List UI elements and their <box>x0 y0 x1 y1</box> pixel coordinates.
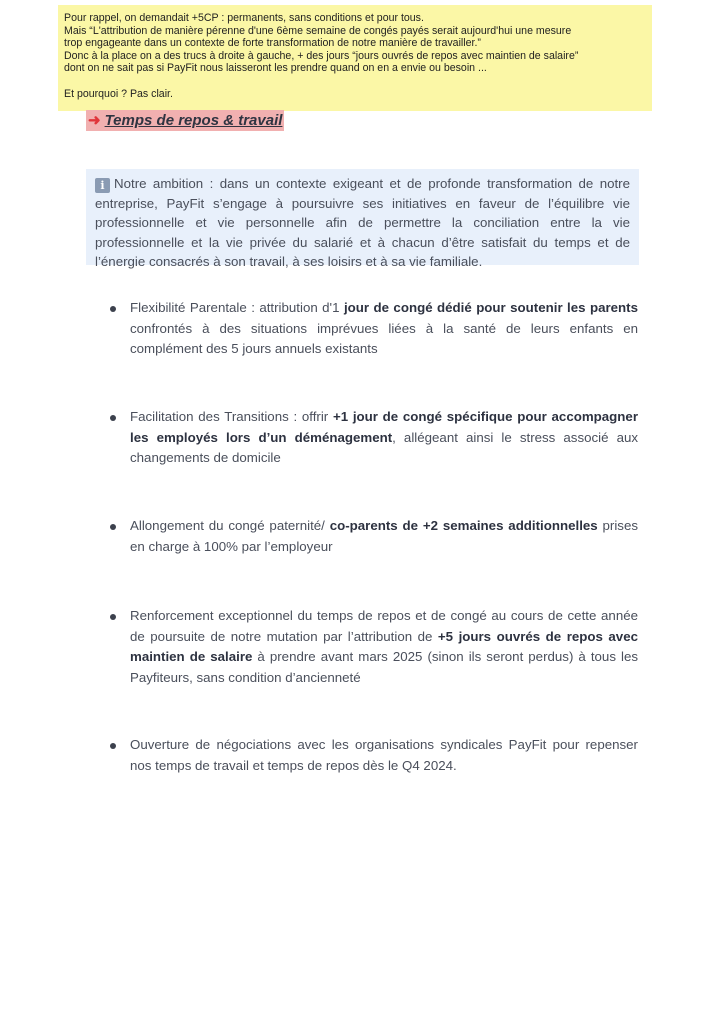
note-line: Mais “L'attribution de manière pérenne d'une 6ème semaine de congés payés serait aujourd'hui une mesure <box>64 24 572 37</box>
item-text: Allongement du congé paternité/ <box>130 518 330 533</box>
sticky-note-comment <box>58 5 652 111</box>
information-icon: i <box>95 178 110 193</box>
bullet-icon <box>110 415 116 421</box>
item-bold-text: +1 jour de congé spécifique pour accompagner les employés lors d’un déménagement <box>130 409 638 445</box>
item-bold-text: jour de congé dédié pour soutenir les parents <box>343 300 639 315</box>
list-item <box>130 735 638 776</box>
item-text: Ouverture de négociations avec les organisations syndicales PayFit pour repenser nos temps de travail et temps de repos dès le Q4 2024. <box>130 737 638 773</box>
bullet-icon <box>110 614 116 620</box>
ambition-callout <box>86 169 639 270</box>
note-line: Donc à la place on a des trucs à droite à gauche, + des jours “jours ouvrés de repos avec maintien de salaire” <box>64 49 579 62</box>
list-item <box>130 606 638 688</box>
note-line: dont on ne sait pas si PayFit nous laisseront les prendre quand on en a envie ou besoin ... <box>64 62 487 75</box>
callout-text: Notre ambition : dans un contexte exigeant et de profonde transformation de notre entreprise, PayFit s’engage à poursuivre ses initiatives en faveur de l’équilibre vie professionnelle et vie personnelle afin de permettre la conciliation entre la vie professionnelle et la vie privée du salarié et à chacun d’être satisfait du temps et de l’énergie consacrés à son travail, à ses loisirs et à sa vie familiale. <box>95 176 630 270</box>
list-item <box>130 407 638 469</box>
item-text: Flexibilité Parentale : attribution d'1 <box>130 300 344 315</box>
section-heading <box>86 110 284 131</box>
item-text: Facilitation des Transitions : offrir <box>130 409 333 424</box>
bullet-icon <box>110 743 116 749</box>
item-text: Renforcement exceptionnel du temps de repos et de congé au cours de cette année de poursuite de notre mutation par l’attribution de <box>130 608 638 644</box>
note-line: trop engageante dans un contexte de forte transformation de notre manière de travailler.” <box>64 37 481 50</box>
note-line: Et pourquoi ? Pas clair. <box>64 87 173 100</box>
bullet-icon <box>110 524 116 530</box>
section-heading-text: Temps de repos & travail <box>104 112 283 129</box>
item-text: à prendre avant mars 2025 (sinon ils seront perdus) à tous les Payfiteurs, sans condition d’ancienneté <box>130 649 638 685</box>
item-text: prises en charge à 100% par l’employeur <box>130 518 639 554</box>
item-bold-text: +5 jours ouvrés de repos avec maintien de salaire <box>130 628 638 664</box>
item-text: , allégeant ainsi le stress associé aux changements de domicile <box>130 429 639 465</box>
arrow-right-icon: ➜ <box>88 112 101 129</box>
note-line: Pour rappel, on demandait +5CP : permanents, sans conditions et pour tous. <box>64 12 424 24</box>
list-item <box>130 298 638 360</box>
bullet-icon <box>110 306 116 312</box>
item-text: confrontés à des situations imprévues liées à la santé de leurs enfants en complément des 5 jours annuels existants <box>130 320 638 356</box>
list-item <box>130 516 638 557</box>
item-bold-text: co-parents de +2 semaines additionnelles <box>329 518 598 533</box>
